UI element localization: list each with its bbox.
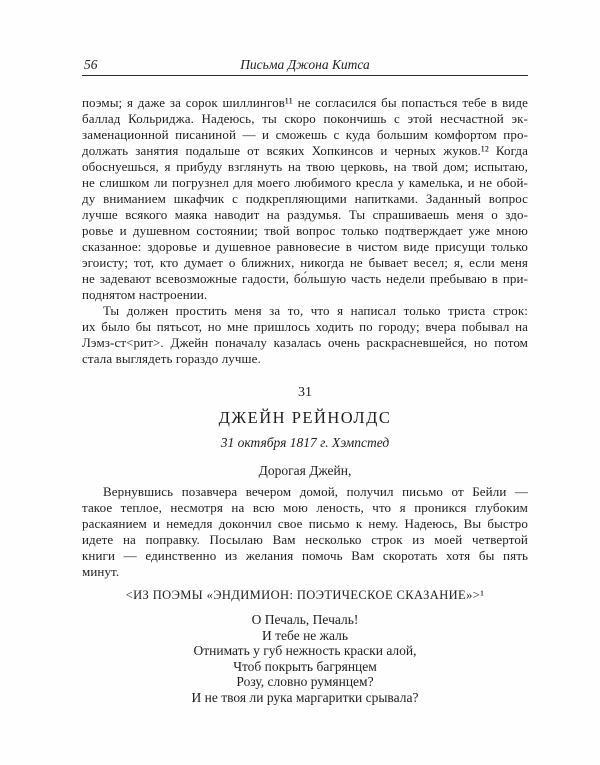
running-header [82, 56, 528, 76]
text-block [82, 56, 528, 705]
letter31-body-line: Вернувшись позавчера вечером домой, получил письмо от Бейли — [103, 484, 528, 499]
letter30-paragraph-2 [82, 303, 528, 367]
poem-line: О Печаль, Печаль! [251, 612, 359, 627]
letter31-body-line: такое теплое, несмотря на всю мою леность, что я проникся глубоким [82, 500, 528, 515]
poem-excerpt [82, 612, 528, 705]
letter30-paragraph-2-line: стала выглядеть гораздо лучше. [82, 351, 261, 366]
letter30-paragraph-1-line: не задевают всевозможные гадости, бо́льшую часть недели пребываю в при- [82, 271, 528, 286]
poem-line: Розу, словно румянцем? [236, 674, 374, 689]
letter30-paragraph-2-line: Ты должен простить меня за то, что я написал только триста строк: [103, 303, 528, 318]
running-title: Письма Джона Китса [240, 57, 370, 72]
letter31-number: 31 [298, 385, 312, 400]
letter30-paragraph-1 [82, 95, 528, 303]
letter31-dateline: 31 октября 1817 г. Хэмпстед [220, 435, 390, 450]
letter31-body-paragraph [82, 484, 528, 580]
letter30-paragraph-1-line: ду вниманием шкафчик с подкрепляющими напитками. Заданный вопрос [82, 191, 528, 206]
letter30-paragraph-2-line: их было бы пятьсот, но мне пришлось ходить по городу; вчера побывал на [82, 319, 528, 334]
poem-line: Отнимать у губ нежность краски алой, [193, 643, 417, 658]
letter30-paragraph-1-line: лучше всякого маяка наводит на раздумья. Ты спрашиваешь меня о здо- [82, 207, 528, 222]
letter30-paragraph-1-line: эгоисту; тот, кто думает о ближних, никогда не бывает весел; я, если меня [82, 255, 528, 270]
letter30-paragraph-1-line: ровье и душевном состоянии; твой вопрос только подтверждает уже мною [82, 223, 528, 238]
letter31-body-line: идете на поправку. Посылаю Вам несколько строк из моей четвертой [82, 532, 528, 547]
letter30-paragraph-1-line: сказанное: здоровье и душевное равновесие в чистом виде присущи только [82, 239, 528, 254]
letter30-paragraph-1-line: обоснуешься, я прибуду взглянуть на твою церковь, на твой дом; испытаю, [82, 159, 528, 174]
poem-line: И не твоя ли рука маргаритки срывала? [191, 689, 419, 705]
letter31-body-line: раскаянием и немедля докончил свое письмо к нему. Надеюсь, Вы быстро [82, 516, 528, 531]
poem-line: И тебе не жаль [262, 627, 348, 643]
letter30-paragraph-1-line: поэмы; я даже за сорок шиллингов¹¹ не согласился бы попасться тебе в виде [82, 95, 528, 110]
letter30-paragraph-1-line: должать занятия подальше от всяких Хопкинсов и черных жуков.¹² Когда [82, 143, 528, 158]
poem-line: Чтоб покрыть багрянцем [233, 658, 377, 674]
letter31-recipient: ДЖЕЙН РЕЙНОЛДС [218, 408, 392, 427]
letter30-paragraph-1-line: заменационной писаниной — и сможешь с куда большим комфортом про- [82, 127, 528, 142]
letter30-paragraph-2-line: Лэмз-ст<рит>. Джейн поначалу казалась очень раскрасневшейся, но потом [82, 335, 528, 350]
letter31-body-line: книги — единственно из желания помочь Вам скоротать хотя бы пять [82, 548, 528, 563]
letter31-salutation: Дорогая Джейн, [258, 463, 352, 478]
poem-title: <ИЗ ПОЭМЫ «ЭНДИМИОН: ПОЭТИЧЕСКОЕ СКАЗАНИЕ»>¹ [125, 588, 485, 602]
letter31-body-line: минут. [82, 564, 120, 579]
page-number: 56 [84, 57, 98, 72]
letter30-paragraph-1-line: не слишком ли погрузнел для моего любимого кресла у камелька, и не обой- [82, 175, 528, 190]
letter30-paragraph-1-line: поднятом настроении. [82, 287, 208, 302]
letter30-paragraph-1-line: баллад Кольриджа. Надеюсь, ты скоро покончишь с этой несчастной эк- [82, 111, 528, 126]
